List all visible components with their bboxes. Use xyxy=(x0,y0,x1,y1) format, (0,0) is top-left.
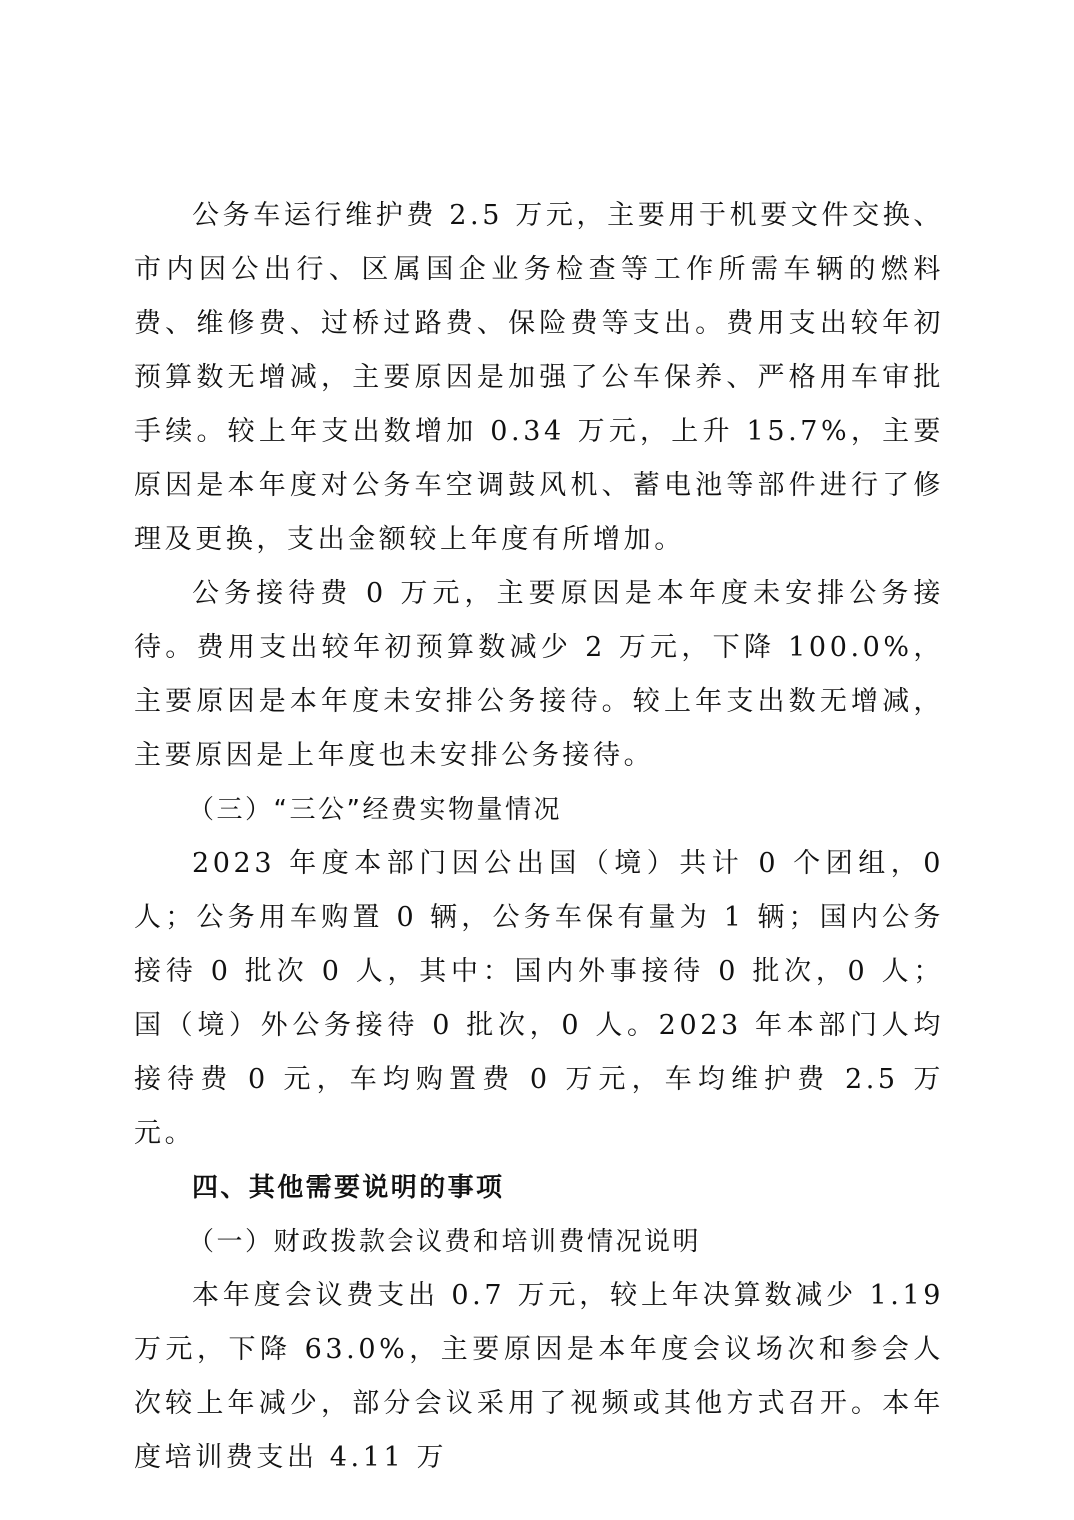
section-heading-other-matters: 四、其他需要说明的事项 xyxy=(192,1173,505,1203)
paragraph-meeting-training: 本年度会议费支出 0.7 万元，较上年决算数减少 1.19 万元，下降 63.0%，主要原因是本年度会议场次和参会人次较上年减少，部分会议采用了视频或其他方式召开。本年度培训费支出 4.11 万 xyxy=(134,1280,944,1473)
paragraph-official-reception: 公务接待费 0 万元，主要原因是本年度未安排公务接待。费用支出较年初预算数减少 2 万元，下降 100.0%，主要原因是本年度未安排公务接待。较上年支出数无增减，主要原因是上年度也未安排公务接待。 xyxy=(134,578,944,771)
paragraph-physical-quantities: 2023 年度本部门因公出国（境）共计 0 个团组，0 人；公务用车购置 0 辆，公务车保有量为 1 辆；国内公务接待 0 批次 0 人，其中：国内外事接待 0 批次，0 人；国（境）外公务接待 0 批次，0 人。2023 年本部门人均接待费 0 元，车均购置费 0 万元，车均维护费 2.5 万元。 xyxy=(134,848,944,1149)
document-body xyxy=(134,189,944,1485)
paragraph-vehicle-maintenance: 公务车运行维护费 2.5 万元，主要用于机要文件交换、市内因公出行、区属国企业务检查等工作所需车辆的燃料费、维修费、过桥过路费、保险费等支出。费用支出较年初预算数无增减，主要原因是加强了公车保养、严格用车审批手续。较上年支出数增加 0.34 万元，上升 15.7%，主要原因是本年度对公务车空调鼓风机、蓄电池等部件进行了修理及更换，支出金额较上年度有所增加。 xyxy=(134,200,944,555)
subheading-three-public-quantities: （三）“三公”经费实物量情况 xyxy=(188,795,562,825)
subheading-meeting-training-fees: （一）财政拨款会议费和培训费情况说明 xyxy=(188,1227,702,1257)
